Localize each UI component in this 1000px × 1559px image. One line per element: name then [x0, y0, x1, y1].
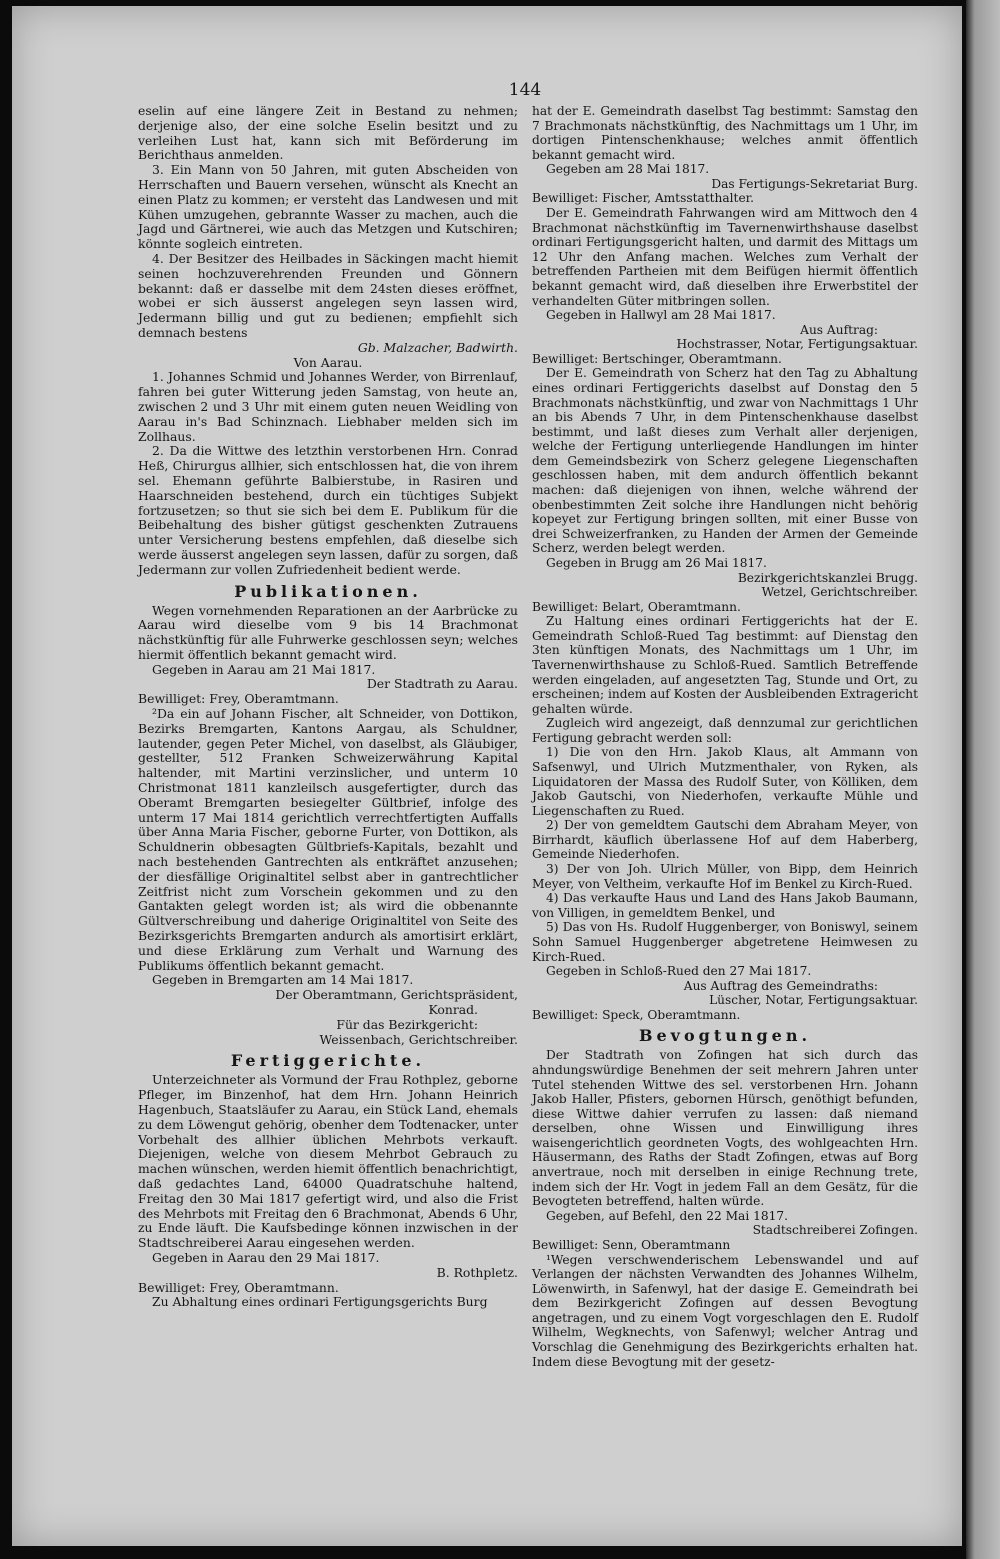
signature-line: Aus Auftrag des Gemeindraths:	[683, 978, 878, 993]
paragraph: Bewilliget: Frey, Oberamtmann.	[138, 691, 339, 707]
paragraph: 4. Der Besitzer des Heilbades in Säckingen macht hiemit seinen hochzuverehrenden Freunden und Gönnern bekannt: daß er dasselbe mit dem 24sten dieses eröffnet, wobei er sich äusserst angelegen seyn lassen wird, Jedermann billig und gut zu bedienen; empfiehlt sich demnach bestens	[138, 250, 518, 340]
paragraph: 1) Die von den Hrn. Jakob Klaus, alt Ammann von Safsenwyl, und Ulrich Mutzmenthaler, von Ryken, als Liquidatoren der Massa des Rudolf Suter, von Kölliken, dem Jakob Gautschi, von Niederhofen, verkaufte Mühle und Liegenschaften zu Rued.	[532, 745, 918, 818]
paragraph: 4) Das verkaufte Haus und Land des Hans Jakob Baumann, von Villigen, in gemeldtem Benkel, und	[532, 891, 918, 920]
paragraph: 2) Der von gemeldtem Gautschi dem Abraham Meyer, von Birrhardt, käuflich überlassene Hof auf dem Haberberg, Gemeinde Niederhofen.	[532, 818, 918, 862]
signature-line: Bezirkgerichtskanzlei Brugg.	[737, 570, 918, 585]
paragraph: Unterzeichneter als Vormund der Frau Rothplez, geborne Pfleger, im Binzenhof, hat dem Hrn. Johann Heinrich Hagenbuch, Staatsläufer zu Aarau, ein Stück Land, ehemals zu dem Löwengut gehörig, obenher dem Todtenacker, unter Vorbehalt des allhier üblichen Mehrbots verkauft. Diejenigen, welche von diesem Mehrbot Gebrauch zu machen wünschen, werden hiemit öffentlich benachrichtigt, daß gedachtes Land, 64000 Quadratschuhe haltend, Freitag den 30 Mai 1817 gefertigt wird, und also die Frist des Mehrbots mit Freitag den 6 Brachmonat, Abends 6 Uhr, zu Ende läuft. Die Kaufsbedinge können inzwischen in der Stadtschreiberei Aarau eingesehen werden.	[138, 1072, 518, 1251]
signature-line: Der Stadtrath zu Aarau.	[366, 676, 518, 692]
paragraph: 3. Ein Mann von 50 Jahren, mit guten Abscheiden von Herrschaften und Bauern versehen, wünscht als Knecht an einen Platz zu kommen; er versteht das Landwesen und mit Kühen umzugehen, gebrannte Wasser zu machen, auch die Jagd und Gärtnerei, wie auch das Metzgen und Kutschiren; könnte sogleich eintreten.	[138, 162, 518, 252]
paragraph: Bewilliget: Senn, Oberamtmann	[532, 1237, 731, 1252]
paragraph: Bewilliget: Speck, Oberamtmann.	[532, 1007, 741, 1022]
paragraph: Bewilliget: Fischer, Amtsstatthalter.	[532, 191, 755, 206]
signature-line: Stadtschreiberei Zofingen.	[752, 1223, 918, 1238]
paragraph: Der E. Gemeindrath von Scherz hat den Tag zu Abhaltung eines ordinari Fertiggerichts daselbst auf Donstag den 5 Brachmonats nächstkünftig, und zwar von Nachmittags 1 Uhr an bis Abends 7 Uhr, in dem Pintenschenkhause daselbst bestimmt, und laßt dieses zum Verhalt aller derjenigen, welche der Fertigung unterliegende Handlungen im hinter dem Gemeindsbezirk von Scherz gelegene Liegenschaften geschlossen haben, mit dem andurch öffentlich bekannt machen: daß diejenigen von ihnen, welche während der obenbestimmten Zeit solche ihre Handlungen nicht behörig kopeyet zur Fertigung bringen sollten, mit einer Busse von drei Schweizerfranken, zu Handen der Armen der Gemeinde Scherz, werden belegt werden.	[532, 366, 918, 556]
paragraph: Zu Abhaltung eines ordinari Fertigungsgerichts Burg	[152, 1294, 488, 1310]
adjacent-page-edge	[966, 0, 1000, 1559]
sub-heading: Von Aarau.	[293, 354, 363, 370]
paragraph: Bewilliget: Belart, Oberamtmann.	[532, 599, 741, 614]
paragraph: ¹Wegen verschwenderischem Lebenswandel und auf Verlangen der nächsten Verwandten des Johannes Wilhelm, Löwenwirth, in Safenwyl, hat der dasige E. Gemeindrath bei dem Bezirkgericht Zofingen auf dessen Bevogtung angetragen, und zu einem Vogt vorgeschlagen den E. Rudolf Wilhelm, Wegknechts, von Safenwyl; welcher Antrag und Vorschlag die Genehmigung des Bezirkgerichts erhalten hat. Indem diese Bevogtung mit der gesetz-	[532, 1252, 918, 1369]
signature-line: Lüscher, Notar, Fertigungsaktuar.	[709, 993, 918, 1008]
signature-line: Gb. Malzacher, Badwirth.	[357, 339, 518, 355]
paragraph: Gegeben in Hallwyl am 28 Mai 1817.	[546, 308, 776, 323]
paragraph: eselin auf eine längere Zeit in Bestand zu nehmen; derjenige also, der eine solche Eselin besitzt und zu verleihen Lust hat, kann sich mit Beförderung im Berichthaus anmelden.	[138, 103, 518, 163]
paragraph: Der E. Gemeindrath Fahrwangen wird am Mittwoch den 4 Brachmonat nächstkünftig im Tavernenwirthshause daselbst ordinari Fertigungsgericht halten, und darmit des Mittags um 12 Uhr den Anfang machen. Welches zum Verhalt der betreffenden Partheien mit dem Beifügen hiermit öffentlich bekannt gemacht wird, daß dieselben ihre Erwerbstitel der verhandelten Güter mitbringen sollen.	[532, 206, 918, 308]
signature-line: B. Rothpletz.	[436, 1264, 518, 1280]
paragraph: 3) Der von Joh. Ulrich Müller, von Bipp, dem Heinrich Meyer, von Veltheim, verkaufte Hof im Benkel zu Kirch-Rued.	[532, 862, 918, 891]
section-heading: Fertiggerichte.	[230, 1051, 426, 1071]
paragraph: Bewilliget: Frey, Oberamtmann.	[138, 1279, 339, 1295]
section-heading: Publikationen.	[234, 581, 422, 601]
section-heading: Bevogtungen.	[638, 1026, 812, 1046]
paragraph: Zu Haltung eines ordinari Fertiggerichts hat der E. Gemeindrath Schloß-Rued Tag bestimmt: auf Dienstag den 3ten künftigen Monats, des Nachmittags um 1 Uhr, im Tavernenwirthshause zu Schloß-Rued. Samtlich Betreffende werden eingeladen, auf angesetzten Tag, Stunde und Ort, zu erscheinen; indem auf Kosten der Ausbleibenden Extragericht gehalten würde.	[532, 614, 918, 716]
paragraph: hat der E. Gemeindrath daselbst Tag bestimmt: Samstag den 7 Brachmonats nächstkünftig, des Nachmittags um 1 Uhr, im dortigen Pintenschenkhause; welches anmit öffentlich bekannt gemacht wird.	[532, 104, 918, 162]
paragraph: Zugleich wird angezeigt, daß dennzumal zur gerichtlichen Fertigung gebracht werden soll:	[532, 716, 918, 745]
paragraph: Gegeben am 28 Mai 1817.	[546, 162, 710, 177]
signature-line: Hochstrasser, Notar, Fertigungsaktuar.	[676, 337, 918, 352]
paragraph: Der Stadtrath von Zofingen hat sich durch das ahndungswürdige Benehmen der seit mehrern Jahren unter Tutel stehenden Wittwe des sel. verstorbenen Hrn. Johann Jakob Haller, Pfisters, gebornen Hürsch, genöthigt befunden, diese Wittwe dahier verrufen zu lassen: daß niemand derselben, ohne Wissen und Einwilligung ihres waisengerichtlich geordneten Vogts, des wohlgeachten Hrn. Häusermann, des Raths der Stadt Zofingen, etwas auf Borg anvertraue, noch mit derselben in einige Rechnung trete, indem sich der Hr. Vogt in jedem Fall an dem Gesätz, für die Bevogteten betreffend, halten würde.	[532, 1048, 918, 1209]
signature-line: Das Fertigungs-Sekretariat Burg.	[711, 176, 918, 191]
paragraph: Gegeben in Brugg am 26 Mai 1817.	[546, 555, 767, 570]
signature-line: Der Oberamtmann, Gerichtspräsident,	[275, 987, 518, 1003]
paragraph: 1. Johannes Schmid und Johannes Werder, von Birrenlauf, fahren bei guter Witterung jeden Samstag, von heute an, zwischen 2 und 3 Uhr mit einem guten neuen Weidling von Aarau in's Bad Schinznach. Liebhaber melden sich im Zollhaus.	[138, 369, 518, 444]
signature-line: Aus Auftrag:	[800, 322, 878, 337]
left-column	[138, 104, 518, 1310]
paragraph: Gegeben, auf Befehl, den 22 Mai 1817.	[546, 1208, 788, 1223]
signature-line: Wetzel, Gerichtschreiber.	[761, 585, 918, 600]
signature-line: Weissenbach, Gerichtschreiber.	[319, 1031, 518, 1047]
paragraph: 5) Das von Hs. Rudolf Huggenberger, von Boniswyl, seinem Sohn Samuel Huggenberger abgetretene Heimwesen zu Kirch-Rued.	[532, 920, 918, 964]
paragraph: 2. Da die Wittwe des letzthin verstorbenen Hrn. Conrad Heß, Chirurgus allhier, sich entschlossen hat, die von ihrem sel. Ehemann geführte Balbierstube, in Rasiren und Haarschneiden bestehend, durch ein tüchtiges Subjekt fortzusetzen; so thut sie sich bei dem E. Publikum für die Beibehaltung des bisher gütigst geschenkten Zutrauens unter Versicherung bestens empfehlen, daß dieselbe sich werde äusserst angelegen seyn lassen, dafür zu sorgen, daß Jedermann zur vollen Zufriedenheit bedient werde.	[138, 443, 518, 577]
page-number: 144	[508, 80, 542, 100]
paragraph: ²Da ein auf Johann Fischer, alt Schneider, von Dottikon, Bezirks Bremgarten, Kantons Aargau, als Schuldner, lautender, gegen Peter Michel, von daselbst, als Gläubiger, gestellter, 512 Franken Schweizerwährung Kapital haltender, mit Martini verzinslicher, und unterm 10 Christmonat 1811 kanzleilsch ausgefertigter, durch das Oberamt Bremgarten besiegelter Gültbrief, infolge des unterm 17 Mai 1814 gerichtlich verrechtfertigten Auffalls über Anna Maria Fischer, geborne Furter, von Dottikon, als Schuldnerin obbesagten Gültbriefs-Kapitals, bezahlt und nach bestehenden Gantrechten als entkräftet anzusehen; der diesfällige Originaltitel selbst aber in gantrechtlicher Zeitfrist nicht zum Vorschein gekommen und zu den Gantakten gelegt worden ist; als wird die obbenannte Gültverschreibung und daherige Originaltitel von Seite des Bezirksgerichts Bremgarten andurch als amortisirt erklärt, und diese Erklärung zum Verhalt und Warnung des Publikums öffentlich bekannt gemacht.	[138, 706, 518, 973]
right-column	[532, 104, 918, 1369]
paragraph: Wegen vornehmenden Reparationen an der Aarbrücke zu Aarau wird dieselbe vom 9 bis 14 Brachmonat nächstkünftig für alle Fuhrwerke geschlossen seyn; welches hiermit öffentlich bekannt gemacht wird.	[138, 602, 518, 662]
paragraph: Gegeben in Aarau am 21 Mai 1817.	[152, 661, 376, 677]
paragraph: Gegeben in Bremgarten am 14 Mai 1817.	[152, 972, 414, 988]
signature-line: Konrad.	[428, 1002, 478, 1018]
paragraph: Gegeben in Schloß-Rued den 27 Mai 1817.	[546, 964, 812, 979]
paragraph: Gegeben in Aarau den 29 Mai 1817.	[152, 1249, 380, 1265]
paragraph: Bewilliget: Bertschinger, Oberamtmann.	[532, 351, 782, 366]
signature-line: Für das Bezirkgericht:	[336, 1016, 478, 1032]
